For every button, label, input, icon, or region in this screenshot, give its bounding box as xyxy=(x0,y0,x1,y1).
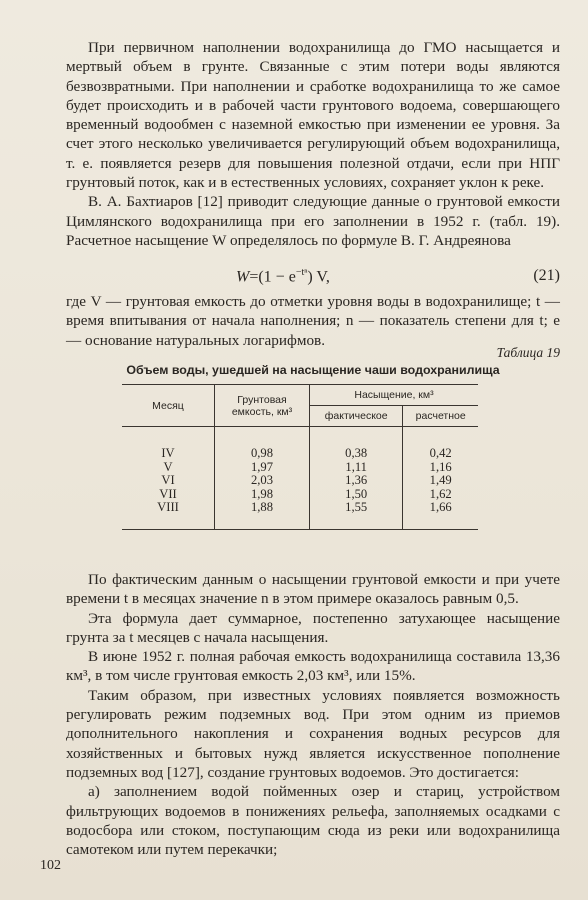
cell-month: V xyxy=(122,461,215,475)
cell-calculated: 1,62 xyxy=(429,486,452,501)
cell-month: VII xyxy=(122,488,215,502)
paragraph-2: В. А. Бахтиаров [12] приводит следующие данные о грунтовой емкости Цимлянского водохранилища при его заполнении в 1952 г. (табл. 19). Расчетное насыщение W определялось по формуле В. Г. Андреянова xyxy=(66,193,560,249)
cell-capacity: 2,03 xyxy=(215,474,310,488)
cell-calculated: 0,42 xyxy=(429,446,452,460)
cell-capacity: 1,97 xyxy=(215,461,310,475)
table-row xyxy=(122,474,478,488)
cell-month: IV xyxy=(122,427,215,461)
cell-capacity: 1,88 xyxy=(215,501,310,529)
formula-number: (21) xyxy=(533,267,560,284)
cell-calculated: 1,49 xyxy=(429,473,452,488)
table-row xyxy=(122,427,478,461)
paragraph-3: где V — грунтовая емкость до отметки уровня воды в водохранилище; t — время впитывания от начала наполнения; n — показатель степени для t; e — основание натуральных логарифмов. xyxy=(66,293,560,349)
paragraph-6: В июне 1952 г. полная рабочая емкость водохранилища составила 13,36 км³, в том числе грунтовая емкость 2,03 км³, или 15%. xyxy=(66,648,560,685)
text-block-after-formula xyxy=(66,292,560,350)
paragraph-4: По фактическим данным о насыщении грунтовой емкости и при учете времени t в месяцах значение n в этом примере оказалось равным 0,5. xyxy=(66,571,560,608)
header-capacity: Грунтовая емкость, км³ xyxy=(215,385,310,427)
data-table xyxy=(122,384,478,530)
table-title: Объем воды, ушедшей на насыщение чаши водохранилища xyxy=(126,363,500,377)
cell-capacity: 0,98 xyxy=(215,427,310,461)
cell-calculated: 1,66 xyxy=(429,500,452,515)
page-number: 102 xyxy=(40,858,61,873)
cell-actual: 1,50 xyxy=(310,488,403,502)
table-row xyxy=(122,501,478,529)
table-row xyxy=(122,461,478,475)
table-row xyxy=(122,488,478,502)
header-calculated: расчетное xyxy=(403,406,478,427)
cell-actual: 1,11 xyxy=(310,461,403,475)
formula-expression: $W=(1 - e^{-t^n})$ V, xyxy=(236,267,330,286)
header-month: Месяц xyxy=(122,385,215,427)
cell-month: VIII xyxy=(122,501,215,529)
header-actual: фактическое xyxy=(310,406,403,427)
cell-actual: 1,36 xyxy=(310,474,403,488)
text-block-top xyxy=(66,38,560,250)
formula-21 xyxy=(66,267,560,289)
cell-capacity: 1,98 xyxy=(215,488,310,502)
text-block-bottom xyxy=(66,570,560,859)
paragraph-8: а) заполнением водой пойменных озер и стариц, устройством фильтрующих водоемов в понижениях рельефа, заполняемых осадками с водосбора или стоком, поступающим сюда из реки или водохранилища самотеком или путем перекачки; xyxy=(66,783,560,859)
paragraph-1: При первичном наполнении водохранилища до ГМО насыщается и мертвый объем в грунте. Связанные с этим потери воды являются безвозвратными. При наполнении и сработке водохранилища то же самое будет происходить и в рабочей части грунтового водоема, совершающего временный водообмен с наземной емкостью при изменении ее уровня. За счет этого несколько увеличивается регулирующий объем водохранилища, т. е. появляется резерв для повышения полезной отдачи, если при НПГ грунтовый поток, как и в естественных условиях, сохраняет уклон к реке. xyxy=(66,39,560,192)
paragraph-5: Эта формула дает суммарное, постепенно затухающее насыщение грунта за t месяцев с начала насыщения. xyxy=(66,609,560,646)
cell-month: VI xyxy=(122,474,215,488)
cell-actual: 0,38 xyxy=(310,427,403,461)
table-number-label: Таблица 19 xyxy=(496,345,560,360)
cell-actual: 1,55 xyxy=(310,501,403,529)
cell-calculated: 1,16 xyxy=(429,459,452,474)
header-saturation: Насыщение, км³ xyxy=(310,385,479,406)
paragraph-7: Таким образом, при известных условиях появляется возможность регулировать режим подземных вод. При этом одним из приемов дополнительного накопления и сохранения водных ресурсов для хозяйственных и бытовых нужд является искусственное пополнение подземных вод [127], создание грунтовых водоемов. Это достигается: xyxy=(66,686,560,781)
